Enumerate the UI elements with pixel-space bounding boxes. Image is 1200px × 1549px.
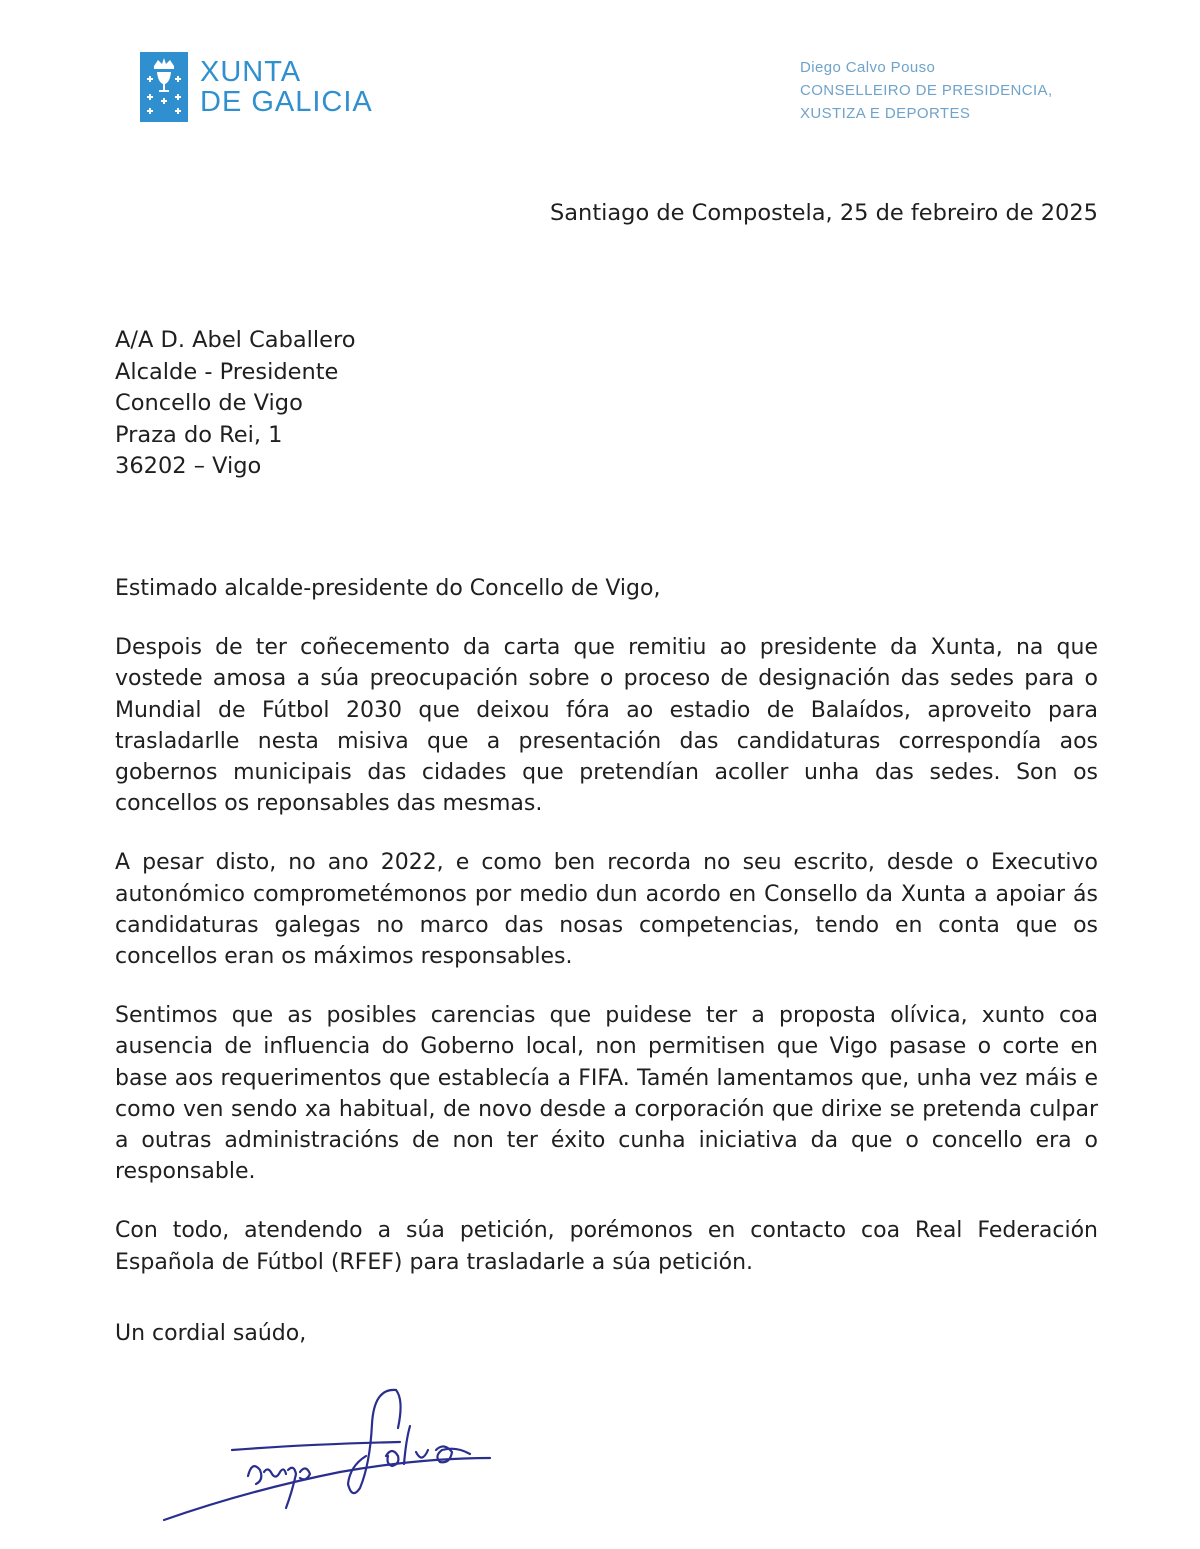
recipient-line-4: Praza do Rei, 1: [115, 421, 283, 448]
recipient-line-5: 36202 – Vigo: [115, 453, 262, 479]
sender-title-line-2: XUSTIZA E DEPORTES: [800, 105, 971, 122]
logo-line-2: DE GALICIA: [200, 86, 373, 118]
closing: Un cordial saúdo,: [115, 1320, 307, 1346]
date-line: Santiago de Compostela, 25 de febreiro de 2025: [549, 200, 1098, 226]
galicia-coat-of-arms-icon: [140, 52, 188, 122]
recipient-line-1: A/A D. Abel Caballero: [115, 327, 356, 353]
recipient-line-3: Concello de Vigo: [115, 390, 303, 416]
sender-block: [800, 56, 1053, 125]
sender-title-line-1: CONSELLEIRO DE PRESIDENCIA,: [800, 82, 1053, 99]
paragraph-1: Despois de ter coñecemento da carta que remitiu ao presidente da Xunta, na que vostede amosa a súa preocupación sobre o proceso de designación das sedes para o Mundial de Fútbol 2030 que deixou fóra ao estadio de Balaídos, aproveito para trasladarlle nesta misiva que a presentación das candidaturas correspondía aos gobernos municipais das cidades que pretendían acoller unha das sedes. Son os concellos os reponsables das mesmas.: [115, 635, 1098, 817]
xunta-logo: [140, 52, 373, 122]
logo-line-1: XUNTA: [200, 56, 302, 88]
letter-body: [115, 573, 1098, 1349]
paragraph-3: Sentimos que as posibles carencias que puidese ter a proposta olívica, xunto coa ausencia de influencia do Goberno local, non permitisen que Vigo pasase o corte en base aos requerimentos que establecía a FIFA. Tamén lamentamos que, unha vez máis e como ven sendo xa habitual, de novo desde a corporación que dirixe se pretenda culpar a outras administracións de non ter éxito cunha iniciativa da que o concello era o responsable.: [115, 1003, 1098, 1185]
sender-name: Diego Calvo Pouso: [800, 59, 936, 76]
paragraph-4: Con todo, atendendo a súa petición, porémonos en contacto coa Real Federación Española de Fútbol (RFEF) para trasladarle a súa petición.: [115, 1218, 1098, 1275]
salutation: Estimado alcalde-presidente do Concello de Vigo,: [115, 576, 661, 601]
recipient-address: [115, 325, 356, 483]
logo-wordmark: [200, 57, 373, 117]
recipient-line-2: Alcalde - Presidente: [115, 358, 339, 385]
paragraph-2: A pesar disto, no ano 2022, e como ben recorda no seu escrito, desde o Executivo autonómico comprometémonos por medio dun acordo en Consello da Xunta a apoiar ás candidaturas galegas no marco das nosas competencias, tendo en conta que os concellos eran os máximos responsables.: [115, 850, 1098, 970]
handwritten-signature: [160, 1380, 520, 1530]
